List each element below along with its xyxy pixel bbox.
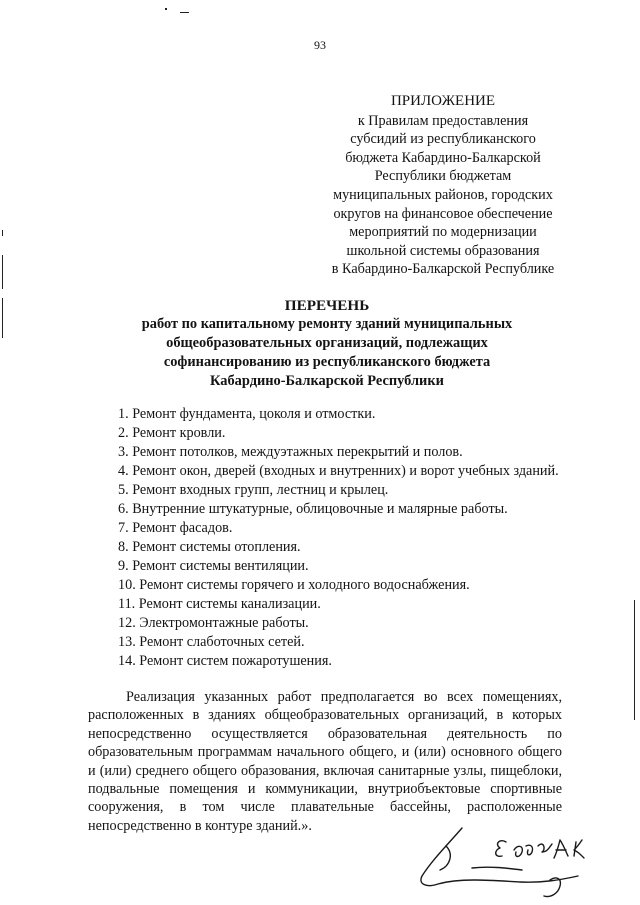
appendix-line: муниципальных районов, городских xyxy=(333,186,553,203)
appendix-line: к Правилам предоставления xyxy=(357,112,529,129)
scan-mark xyxy=(2,255,3,289)
appendix-line: округов на финансовое обеспечение xyxy=(333,205,553,222)
list-item: 6. Внутренние штукатурные, облицовочные и малярные работы. xyxy=(118,501,508,517)
appendix-line: школьной системы образования xyxy=(346,242,540,259)
scan-mark xyxy=(2,230,3,236)
appendix-line: субсидий из республиканского xyxy=(350,131,536,148)
list-item: 3. Ремонт потолков, междуэтажных перекрытий и полов. xyxy=(118,444,463,460)
appendix-line: в Кабардино-Балкарской Республике xyxy=(331,261,555,278)
scan-mark xyxy=(634,600,635,720)
list-item: 12. Электромонтажные работы. xyxy=(118,615,309,631)
heading-title: ПЕРЕЧЕНЬ xyxy=(284,297,370,314)
heading-line: софинансированию из республиканского бюджета xyxy=(163,354,491,370)
list-item: 9. Ремонт системы вентиляции. xyxy=(118,558,309,574)
scan-mark xyxy=(180,12,189,13)
appendix-title: ПРИЛОЖЕНИЕ xyxy=(390,93,496,109)
scan-mark xyxy=(165,8,167,10)
list-item: 11. Ремонт системы канализации. xyxy=(118,596,321,612)
list-item: 1. Ремонт фундамента, цоколя и отмостки. xyxy=(118,406,376,422)
scan-mark xyxy=(2,298,3,338)
list-item: 4. Ремонт окон, дверей (входных и внутренних) и ворот учебных зданий. xyxy=(118,463,559,479)
list-item: 8. Ремонт системы отопления. xyxy=(118,539,301,555)
appendix-line: мероприятий по модернизации xyxy=(349,224,537,241)
closing-paragraph: Реализация указанных работ предполагается во всех помещениях, расположенных в зданиях общеобразовательных организаций, в которых непосредственно осуществляется образовательная деятельность по образовательным программам начального общего, и (или) основного общего и (или) среднего общего образования, включая санитарные узлы, пищеблоки, подвальные помещения и коммуникации, внутриобъектовые спортивные сооружения, в том числе плавательные бассейны, расположенные непосредственно в контуре зданий.». xyxy=(88,689,562,834)
list-item: 13. Ремонт слаботочных сетей. xyxy=(118,634,305,650)
signature xyxy=(410,820,610,900)
works-list xyxy=(88,405,562,671)
list-item: 10. Ремонт системы горячего и холодного водоснабжения. xyxy=(118,577,470,593)
appendix-line: бюджета Кабардино-Балкарской xyxy=(345,149,541,166)
heading-line: работ по капитальному ремонту зданий муниципальных xyxy=(141,316,513,332)
page-number: 93 xyxy=(314,38,326,52)
list-heading xyxy=(92,296,562,391)
appendix-block xyxy=(308,92,578,279)
list-item: 14. Ремонт систем пожаротушения. xyxy=(118,653,332,669)
heading-line: Кабардино-Балкарской Республики xyxy=(210,373,444,389)
list-item: 5. Ремонт входных групп, лестниц и крылец. xyxy=(118,482,389,498)
appendix-line: Республики бюджетам xyxy=(374,168,512,185)
list-item: 7. Ремонт фасадов. xyxy=(118,520,233,536)
heading-line: общеобразовательных организаций, подлежащих xyxy=(166,335,488,351)
list-item: 2. Ремонт кровли. xyxy=(118,425,226,441)
